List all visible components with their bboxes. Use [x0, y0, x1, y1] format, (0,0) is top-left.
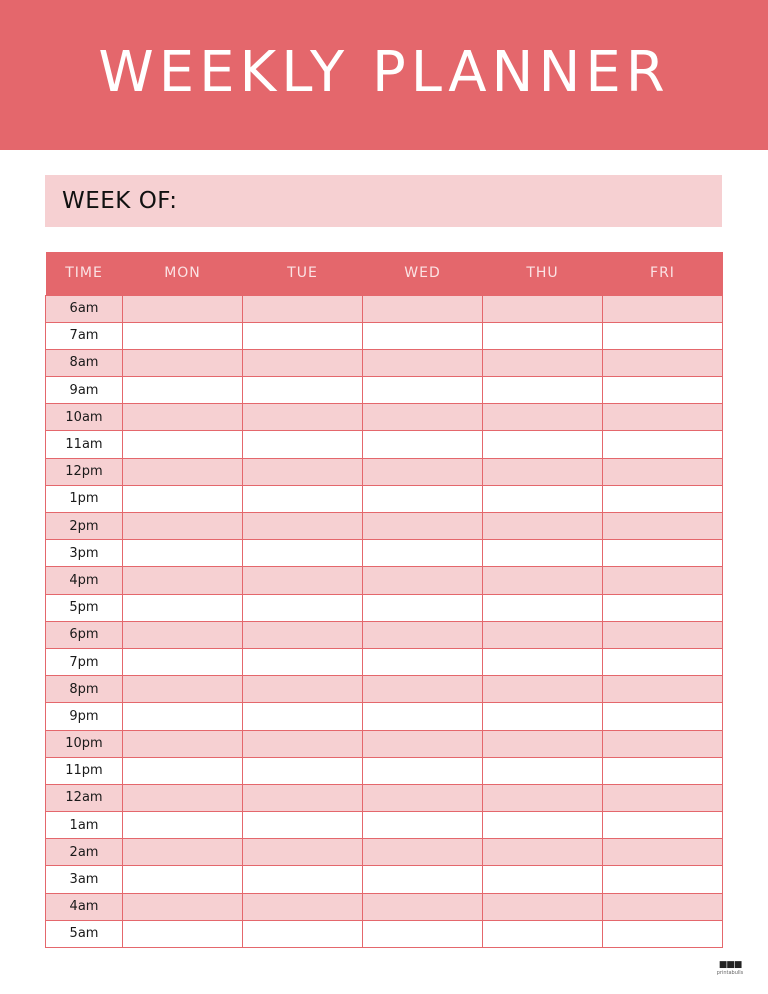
slot-cell-mon[interactable] — [123, 648, 243, 675]
slot-cell-mon[interactable] — [123, 757, 243, 784]
slot-cell-wed[interactable] — [363, 757, 483, 784]
slot-cell-wed[interactable] — [363, 377, 483, 404]
time-cell: 5am — [46, 920, 123, 947]
slot-cell-thu[interactable] — [483, 866, 603, 893]
slot-cell-tue[interactable] — [243, 920, 363, 947]
time-cell: 6pm — [46, 621, 123, 648]
table-row — [46, 458, 723, 485]
slot-cell-fri[interactable] — [603, 513, 723, 540]
slot-cell-tue[interactable] — [243, 730, 363, 757]
slot-cell-tue[interactable] — [243, 812, 363, 839]
slot-cell-fri[interactable] — [603, 730, 723, 757]
slot-cell-tue[interactable] — [243, 377, 363, 404]
column-header-time: TIME — [46, 252, 123, 295]
time-cell: 11am — [46, 431, 123, 458]
slot-cell-fri[interactable] — [603, 784, 723, 811]
time-cell: 10am — [46, 404, 123, 431]
slot-cell-wed[interactable] — [363, 295, 483, 322]
slot-cell-fri[interactable] — [603, 322, 723, 349]
slot-cell-thu[interactable] — [483, 839, 603, 866]
slot-cell-wed[interactable] — [363, 839, 483, 866]
slot-cell-fri[interactable] — [603, 485, 723, 512]
slot-cell-mon[interactable] — [123, 784, 243, 811]
slot-cell-wed[interactable] — [363, 322, 483, 349]
time-cell: 8am — [46, 349, 123, 376]
time-cell: 4pm — [46, 567, 123, 594]
slot-cell-wed[interactable] — [363, 594, 483, 621]
slot-cell-tue[interactable] — [243, 839, 363, 866]
slot-cell-fri[interactable] — [603, 458, 723, 485]
slot-cell-thu[interactable] — [483, 431, 603, 458]
slot-cell-tue[interactable] — [243, 567, 363, 594]
slot-cell-thu[interactable] — [483, 648, 603, 675]
table-row — [46, 784, 723, 811]
slot-cell-wed[interactable] — [363, 920, 483, 947]
table-row — [46, 594, 723, 621]
slot-cell-fri[interactable] — [603, 839, 723, 866]
time-cell: 7pm — [46, 648, 123, 675]
time-cell: 7am — [46, 322, 123, 349]
slot-cell-fri[interactable] — [603, 648, 723, 675]
slot-cell-mon[interactable] — [123, 485, 243, 512]
time-cell: 1pm — [46, 485, 123, 512]
slot-cell-mon[interactable] — [123, 730, 243, 757]
table-row — [46, 920, 723, 947]
time-cell: 8pm — [46, 676, 123, 703]
slot-cell-tue[interactable] — [243, 757, 363, 784]
slot-cell-thu[interactable] — [483, 540, 603, 567]
time-cell: 9pm — [46, 703, 123, 730]
slot-cell-mon[interactable] — [123, 377, 243, 404]
slot-cell-tue[interactable] — [243, 295, 363, 322]
slot-cell-wed[interactable] — [363, 349, 483, 376]
table-row — [46, 485, 723, 512]
slot-cell-wed[interactable] — [363, 866, 483, 893]
slot-cell-tue[interactable] — [243, 404, 363, 431]
printabulls-logo — [712, 960, 748, 982]
slot-cell-tue[interactable] — [243, 458, 363, 485]
slot-cell-fri[interactable] — [603, 431, 723, 458]
slot-cell-fri[interactable] — [603, 404, 723, 431]
column-header-mon: MON — [123, 252, 243, 295]
slot-cell-thu[interactable] — [483, 458, 603, 485]
header-row — [46, 252, 723, 295]
week-of-field[interactable] — [45, 175, 722, 227]
slot-cell-mon[interactable] — [123, 349, 243, 376]
table-row — [46, 730, 723, 757]
slot-cell-thu[interactable] — [483, 485, 603, 512]
time-cell: 12pm — [46, 458, 123, 485]
table-row — [46, 621, 723, 648]
table-row — [46, 513, 723, 540]
slot-cell-thu[interactable] — [483, 812, 603, 839]
slot-cell-tue[interactable] — [243, 703, 363, 730]
time-cell: 2pm — [46, 513, 123, 540]
slot-cell-tue[interactable] — [243, 322, 363, 349]
slot-cell-tue[interactable] — [243, 866, 363, 893]
planner-table — [45, 252, 723, 948]
slot-cell-mon[interactable] — [123, 866, 243, 893]
slot-cell-mon[interactable] — [123, 567, 243, 594]
time-cell: 11pm — [46, 757, 123, 784]
table-row — [46, 540, 723, 567]
slot-cell-thu[interactable] — [483, 404, 603, 431]
slot-cell-fri[interactable] — [603, 703, 723, 730]
slot-cell-thu[interactable] — [483, 893, 603, 920]
column-header-fri: FRI — [603, 252, 723, 295]
logo-text: printabulls — [716, 970, 744, 976]
slot-cell-tue[interactable] — [243, 594, 363, 621]
table-row — [46, 322, 723, 349]
slot-cell-fri[interactable] — [603, 295, 723, 322]
time-cell: 2am — [46, 839, 123, 866]
slot-cell-mon[interactable] — [123, 893, 243, 920]
slot-cell-thu[interactable] — [483, 594, 603, 621]
slot-cell-thu[interactable] — [483, 676, 603, 703]
title-banner — [0, 0, 768, 150]
slot-cell-mon[interactable] — [123, 676, 243, 703]
time-cell: 4am — [46, 893, 123, 920]
table-row — [46, 703, 723, 730]
slot-cell-fri[interactable] — [603, 594, 723, 621]
slot-cell-mon[interactable] — [123, 920, 243, 947]
slot-cell-fri[interactable] — [603, 621, 723, 648]
slot-cell-wed[interactable] — [363, 730, 483, 757]
slot-cell-fri[interactable] — [603, 893, 723, 920]
slot-cell-tue[interactable] — [243, 676, 363, 703]
column-header-thu: THU — [483, 252, 603, 295]
slot-cell-fri[interactable] — [603, 676, 723, 703]
slot-cell-tue[interactable] — [243, 784, 363, 811]
slot-cell-thu[interactable] — [483, 349, 603, 376]
table-row — [46, 757, 723, 784]
slot-cell-wed[interactable] — [363, 703, 483, 730]
time-cell: 9am — [46, 377, 123, 404]
slot-cell-wed[interactable] — [363, 893, 483, 920]
slot-cell-tue[interactable] — [243, 621, 363, 648]
time-cell: 3pm — [46, 540, 123, 567]
slot-cell-tue[interactable] — [243, 349, 363, 376]
slot-cell-tue[interactable] — [243, 513, 363, 540]
week-of-label: WEEK OF: — [62, 188, 178, 214]
slot-cell-tue[interactable] — [243, 648, 363, 675]
slot-cell-thu[interactable] — [483, 920, 603, 947]
slot-cell-thu[interactable] — [483, 703, 603, 730]
slot-cell-wed[interactable] — [363, 513, 483, 540]
table-row — [46, 648, 723, 675]
slot-cell-mon[interactable] — [123, 513, 243, 540]
table-row — [46, 377, 723, 404]
slot-cell-wed[interactable] — [363, 676, 483, 703]
time-cell: 12am — [46, 784, 123, 811]
slot-cell-thu[interactable] — [483, 621, 603, 648]
slot-cell-fri[interactable] — [603, 540, 723, 567]
table-row — [46, 431, 723, 458]
table-row — [46, 893, 723, 920]
table-row — [46, 812, 723, 839]
column-header-wed: WED — [363, 252, 483, 295]
slot-cell-wed[interactable] — [363, 648, 483, 675]
table-row — [46, 839, 723, 866]
slot-cell-tue[interactable] — [243, 431, 363, 458]
slot-cell-mon[interactable] — [123, 458, 243, 485]
slot-cell-mon[interactable] — [123, 322, 243, 349]
slot-cell-mon[interactable] — [123, 621, 243, 648]
slot-cell-thu[interactable] — [483, 567, 603, 594]
slot-cell-tue[interactable] — [243, 893, 363, 920]
slot-cell-thu[interactable] — [483, 377, 603, 404]
slot-cell-wed[interactable] — [363, 458, 483, 485]
time-cell: 6am — [46, 295, 123, 322]
table-row — [46, 295, 723, 322]
dogs-icon: ■■■ — [718, 960, 742, 970]
slot-cell-wed[interactable] — [363, 485, 483, 512]
slot-cell-thu[interactable] — [483, 757, 603, 784]
slot-cell-wed[interactable] — [363, 621, 483, 648]
slot-cell-thu[interactable] — [483, 784, 603, 811]
slot-cell-wed[interactable] — [363, 567, 483, 594]
slot-cell-wed[interactable] — [363, 784, 483, 811]
slot-cell-mon[interactable] — [123, 703, 243, 730]
planner-body — [46, 295, 723, 948]
slot-cell-mon[interactable] — [123, 594, 243, 621]
time-cell: 3am — [46, 866, 123, 893]
slot-cell-wed[interactable] — [363, 540, 483, 567]
table-row — [46, 866, 723, 893]
slot-cell-tue[interactable] — [243, 485, 363, 512]
slot-cell-thu[interactable] — [483, 730, 603, 757]
slot-cell-mon[interactable] — [123, 839, 243, 866]
slot-cell-mon[interactable] — [123, 540, 243, 567]
table-row — [46, 349, 723, 376]
slot-cell-thu[interactable] — [483, 513, 603, 540]
table-row — [46, 567, 723, 594]
slot-cell-fri[interactable] — [603, 920, 723, 947]
slot-cell-wed[interactable] — [363, 404, 483, 431]
slot-cell-fri[interactable] — [603, 567, 723, 594]
time-cell: 1am — [46, 812, 123, 839]
slot-cell-mon[interactable] — [123, 812, 243, 839]
slot-cell-mon[interactable] — [123, 404, 243, 431]
column-header-tue: TUE — [243, 252, 363, 295]
slot-cell-fri[interactable] — [603, 812, 723, 839]
slot-cell-mon[interactable] — [123, 431, 243, 458]
slot-cell-fri[interactable] — [603, 349, 723, 376]
time-cell: 5pm — [46, 594, 123, 621]
time-cell: 10pm — [46, 730, 123, 757]
slot-cell-tue[interactable] — [243, 540, 363, 567]
slot-cell-thu[interactable] — [483, 322, 603, 349]
slot-cell-wed[interactable] — [363, 431, 483, 458]
table-row — [46, 676, 723, 703]
slot-cell-fri[interactable] — [603, 866, 723, 893]
slot-cell-thu[interactable] — [483, 295, 603, 322]
table-row — [46, 404, 723, 431]
slot-cell-mon[interactable] — [123, 295, 243, 322]
page-title: WEEKLY PLANNER — [98, 39, 670, 105]
slot-cell-fri[interactable] — [603, 377, 723, 404]
slot-cell-wed[interactable] — [363, 812, 483, 839]
slot-cell-fri[interactable] — [603, 757, 723, 784]
